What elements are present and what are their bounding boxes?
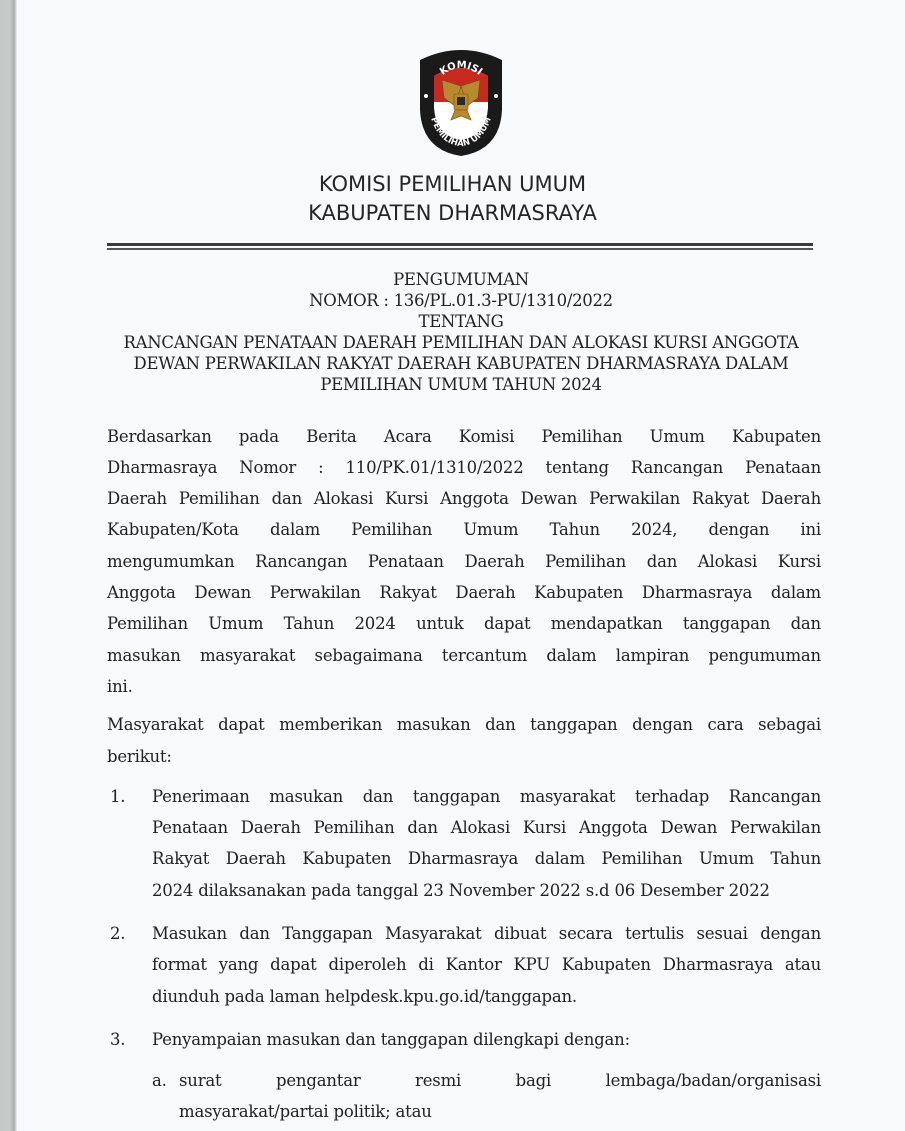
text-line: Penerimaan masukan dan tanggapan masyarakat terhadap Rancangan <box>152 787 821 806</box>
text-line: ini. <box>107 677 133 696</box>
text-line: Pemilihan Umum Tahun 2024 untuk dapat mendapatkan tanggapan dan <box>107 614 821 633</box>
announcement-title: PENGUMUMAN <box>393 270 529 289</box>
text-line: mengumumkan Rancangan Penataan Daerah Pemilihan dan Alokasi Kursi <box>107 552 821 571</box>
sub-list-marker: a. <box>152 1071 167 1090</box>
letterhead-rule-thick <box>107 243 813 246</box>
text-line: Masukan dan Tanggapan Masyarakat dibuat secara tertulis sesuai dengan <box>152 924 821 943</box>
announcement-subject-line: DEWAN PERWAKILAN RAKYAT DAERAH KABUPATEN DHARMASRAYA DALAM <box>133 354 789 373</box>
text-line: Dharmasraya Nomor : 110/PK.01/1310/2022 tentang Rancangan Penataan <box>107 458 821 477</box>
text-line: Rakyat Daerah Kabupaten Dharmasraya dalam Pemilihan Umum Tahun <box>152 849 821 868</box>
announcement-subject-line: PEMILIHAN UMUM TAHUN 2024 <box>320 375 602 394</box>
text-line: Daerah Pemilihan dan Alokasi Kursi Anggota Dewan Perwakilan Rakyat Daerah <box>107 489 821 508</box>
text-line: Penyampaian masukan dan tanggapan dilengkapi dengan: <box>152 1030 630 1049</box>
letterhead-line-2: KABUPATEN DHARMASRAYA <box>308 201 597 225</box>
text-line: surat pengantar resmi bagi lembaga/badan/organisasi <box>179 1071 821 1090</box>
text-line: diunduh pada laman helpdesk.kpu.go.id/tanggapan. <box>152 987 577 1006</box>
letterhead-rule-thin <box>107 248 813 250</box>
letterhead-line-1: KOMISI PEMILIHAN UMUM <box>318 172 587 196</box>
text-line: Masyarakat dapat memberikan masukan dan tanggapan dengan cara sebagai <box>107 715 821 734</box>
announcement-about: TENTANG <box>418 312 504 331</box>
text-line: 2024 dilaksanakan pada tanggal 23 November 2022 s.d 06 Desember 2022 <box>152 881 770 900</box>
list-marker: 3. <box>110 1030 126 1049</box>
scan-page-edge <box>0 0 17 1131</box>
logo-bottom-text: PEMILIHAN UMUM <box>428 115 494 150</box>
text-line: masyarakat/partai politik; atau <box>179 1102 432 1121</box>
text-line: berikut: <box>107 747 172 766</box>
text-line: Kabupaten/Kota dalam Pemilihan Umum Tahun 2024, dengan ini <box>107 520 821 539</box>
logo-top-text: KOMISI <box>438 59 485 78</box>
text-line: masukan masyarakat sebagaimana tercantum dalam lampiran pengumuman <box>107 646 821 665</box>
kpu-logo-icon <box>414 46 508 158</box>
list-marker: 1. <box>110 787 126 806</box>
announcement-subject-line: RANCANGAN PENATAAN DAERAH PEMILIHAN DAN ALOKASI KURSI ANGGOTA <box>123 333 799 352</box>
text-line: format yang dapat diperoleh di Kantor KPU Kabupaten Dharmasraya atau <box>152 955 821 974</box>
text-line: Penataan Daerah Pemilihan dan Alokasi Kursi Anggota Dewan Perwakilan <box>152 818 821 837</box>
list-marker: 2. <box>110 924 126 943</box>
text-line: Anggota Dewan Perwakilan Rakyat Daerah Kabupaten Dharmasraya dalam <box>107 583 821 602</box>
announcement-number: NOMOR : 136/PL.01.3-PU/1310/2022 <box>309 291 613 310</box>
text-line: Berdasarkan pada Berita Acara Komisi Pemilihan Umum Kabupaten <box>107 427 821 446</box>
